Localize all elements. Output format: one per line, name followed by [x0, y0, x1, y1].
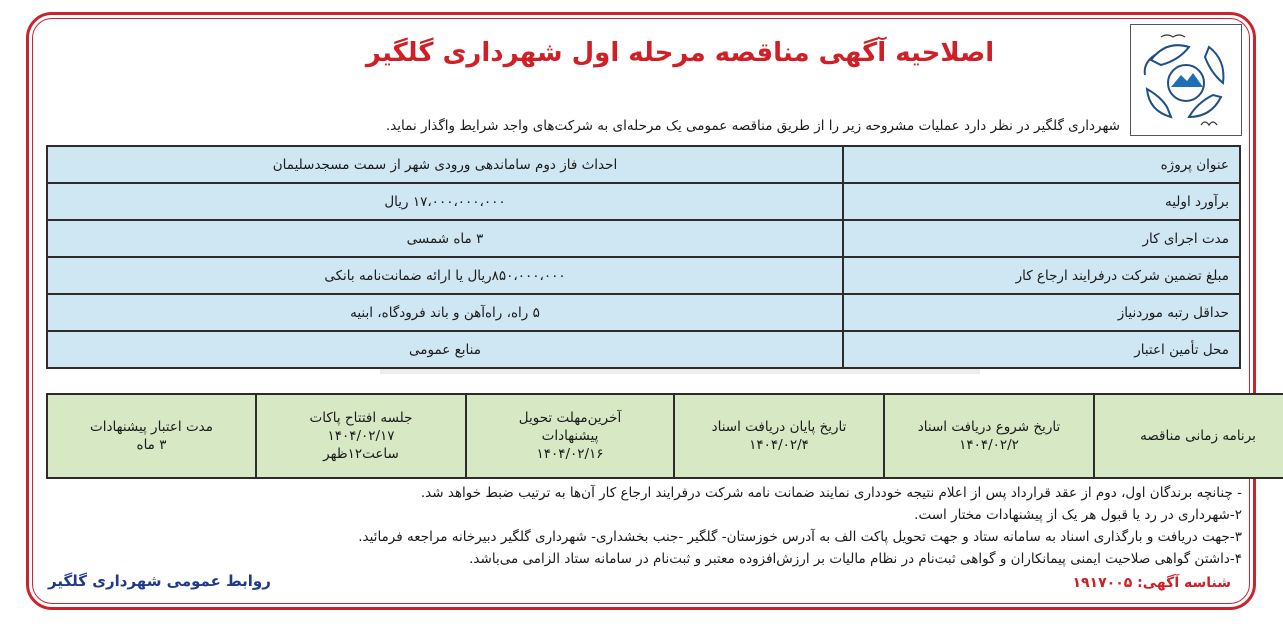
row-label: مدت اجرای کار — [843, 220, 1240, 257]
row-value: ۸۵۰،۰۰۰،۰۰۰ریال یا ارائه ضمانت‌نامه بانکی — [47, 257, 843, 294]
ad-identifier: شناسه آگهی: ۱۹۱۷۰۰۵ — [1072, 575, 1231, 591]
table-row — [47, 257, 1240, 294]
table-row — [47, 183, 1240, 220]
cell-line: مدت اعتبار پیشنهادات — [90, 418, 213, 435]
proposal-deadline — [466, 394, 674, 478]
table-row — [47, 294, 1240, 331]
cell-line: ساعت۱۲ظهر — [323, 446, 399, 463]
intro-text: شهرداری گلگیر در نظر دارد عملیات مشروحه زیر را از طریق مناقصه عمومی یک مرحله‌ای به شرکت‌های واجد شرایط واگذار نماید. — [385, 118, 1120, 134]
public-relations-signature: روابط عمومی شهرداری گلگیر — [48, 572, 271, 590]
schedule-table — [46, 393, 1283, 479]
cell-line: پیشنهادات — [541, 427, 599, 444]
row-label: عنوان پروژه — [843, 146, 1240, 183]
table-row — [47, 146, 1240, 183]
cell-line: تاریخ پایان دریافت اسناد — [711, 418, 847, 435]
notes-list — [300, 482, 1242, 570]
cell-line: ۳ ماه — [136, 437, 167, 453]
cell-line: ۱۴۰۴/۰۲/۲ — [959, 437, 1019, 453]
row-value: ۱۷،۰۰۰،۰۰۰،۰۰۰ ریال — [47, 183, 843, 220]
tender-info-table — [46, 145, 1241, 369]
note-item: ۴-داشتن گواهی صلاحیت ایمنی پیمانکاران و گواهی ثبت‌نام در نظام مالیات بر ارزش‌افزوده معتبر و ثبت‌نام در سامانه ستاد الزامی می‌باشد. — [469, 551, 1242, 567]
note-item: ۳-جهت دریافت و بارگذاری اسناد به سامانه ستاد و جهت تحویل پاکت الف به آدرس خوزستان- گلگیر -جنب بخشداری- شهرداری گلگیر دبیرخانه مراجعه فرمائید. — [358, 529, 1242, 545]
page-title: اصلاحیه آگهی مناقصه مرحله اول شهرداری گلگیر — [365, 38, 995, 68]
envelope-opening — [256, 394, 466, 478]
proposal-validity — [47, 394, 256, 478]
table-row — [47, 331, 1240, 368]
cell-line: تاریخ شروع دریافت اسناد — [917, 418, 1061, 435]
row-label: حداقل رتبه موردنیاز — [843, 294, 1240, 331]
row-value: احداث فاز دوم ساماندهی ورودی شهر از سمت مسجدسلیمان — [47, 146, 843, 183]
row-value: ۳ ماه شمسی — [47, 220, 843, 257]
row-value: منابع عمومی — [47, 331, 843, 368]
row-label: برآورد اولیه — [843, 183, 1240, 220]
municipality-emblem-icon — [1131, 25, 1241, 135]
schedule-label — [1094, 394, 1283, 478]
cell-line: جلسه افتتاح پاکات — [309, 409, 413, 426]
note-item: ۲-شهرداری در رد یا قبول هر یک از پیشنهادات مختار است. — [914, 507, 1242, 523]
doc-receive-start — [884, 394, 1094, 478]
doc-receive-end — [674, 394, 884, 478]
cell-line: آخرین‌مهلت تحویل — [518, 409, 622, 426]
cell-line: ۱۴۰۴/۰۲/۱۷ — [327, 427, 395, 444]
table-row — [47, 220, 1240, 257]
cell-line: ۱۴۰۴/۰۲/۴ — [749, 437, 809, 453]
note-item: - چنانچه برندگان اول، دوم از عقد قرارداد پس از اعلام نتیجه خودداری نمایند ضمانت نامه شرکت درفرایند ارجاع کار آن‌ها به ترتیب ضبط خواهد شد. — [420, 485, 1242, 501]
schedule-label-text: برنامه زمانی مناقصه — [1140, 427, 1256, 444]
row-value: ۵ راه، راه‌آهن و باند فرودگاه، ابنیه — [47, 294, 843, 331]
schedule-row — [47, 394, 1283, 478]
row-label: محل تأمین اعتبار — [843, 331, 1240, 368]
municipality-logo — [1130, 24, 1242, 136]
cell-line: ۱۴۰۴/۰۲/۱۶ — [536, 446, 604, 463]
row-label: مبلغ تضمین شرکت درفرایند ارجاع کار — [843, 257, 1240, 294]
